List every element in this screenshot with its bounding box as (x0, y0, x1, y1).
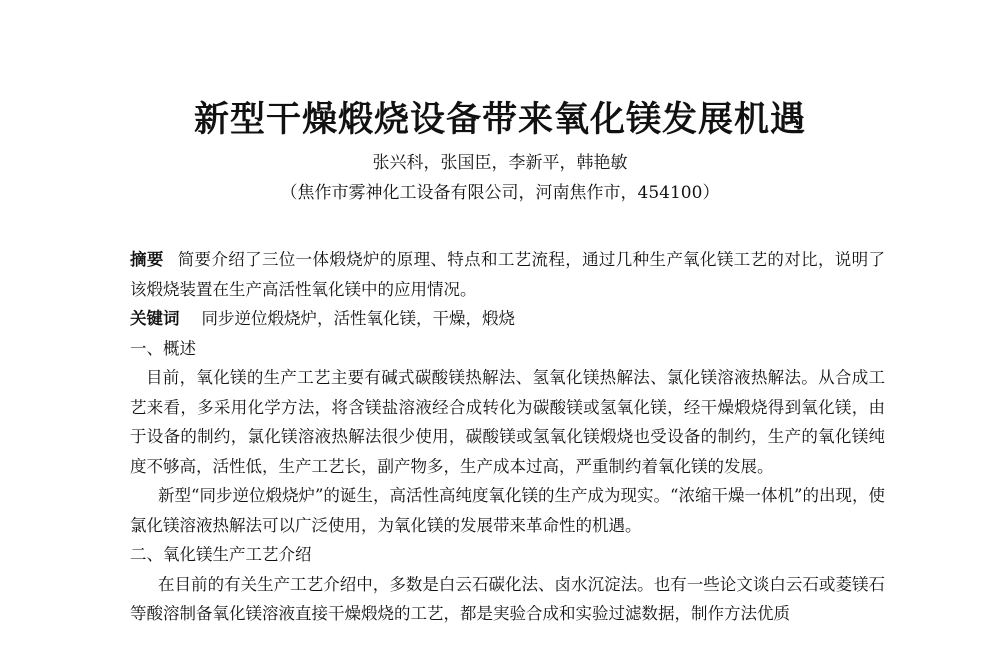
paragraph-process-1: 在目前的有关生产工艺介绍中，多数是白云石碳化法、卤水沉淀法。也有一些论文谈白云石或菱镁石等酸溶制备氧化镁溶液直接干燥煅烧的工艺，都是実验合成和实验过滤数据，制作方法优质 (130, 574, 885, 623)
keywords (130, 304, 885, 334)
abstract-text: 简要介绍了三位一体煅烧炉的原理、特点和工艺流程，通过几种生产氧化镁工艺的对比，说明了该煅烧装置在生产高活性氧化镁中的应用情况。 (130, 250, 886, 299)
paper-title: 新型干燥煅烧设备带来氧化镁发展机遇 (193, 100, 806, 140)
author-list: 张兴科，张国臣，李新平，韩艳敏 (372, 153, 628, 173)
abstract-label: 摘要 (130, 250, 164, 269)
paragraph-overview-1: 目前，氧化镁的生产工艺主要有碱式碳酸镁热解法、氢氧化镁热解法、氯化镁溶液热解法。从合成工艺来看，多采用化学方法，将含镁盐溶液经合成转化为碳酸镁或氢氧化镁，经干燥煅烧得到氧化镁，由于设备的制约，氯化镁溶液热解法很少使用，碳酸镁或氢氧化镁煅烧也受设备的制约，生产的氧化镁纯度不够高，活性低，生产工艺长，副产物多，生产成本过高，严重制约着氧化镁的发展。 (130, 368, 885, 476)
paper-body (130, 245, 885, 629)
affiliation: （焦作市雾神化工设备有限公司，河南焦作市，454100） (280, 183, 720, 203)
abstract (130, 245, 885, 304)
paragraph-overview-2: 新型“同步逆位煅烧炉”的诞生，高活性高纯度氧化镁的生产成为现实。“浓缩干燥一体机”的出现，使氯化镁溶液热解法可以广泛使用，为氧化镁的发展带来革命性的机遇。 (130, 486, 885, 535)
section-heading-process: 二、氧化镁生产工艺介绍 (130, 545, 312, 564)
keywords-label: 关键词 (130, 309, 180, 328)
keywords-text: 同步逆位煅烧炉，活性氧化镁，干燥，煅烧 (201, 309, 515, 328)
section-heading-overview: 一、概述 (130, 338, 196, 358)
